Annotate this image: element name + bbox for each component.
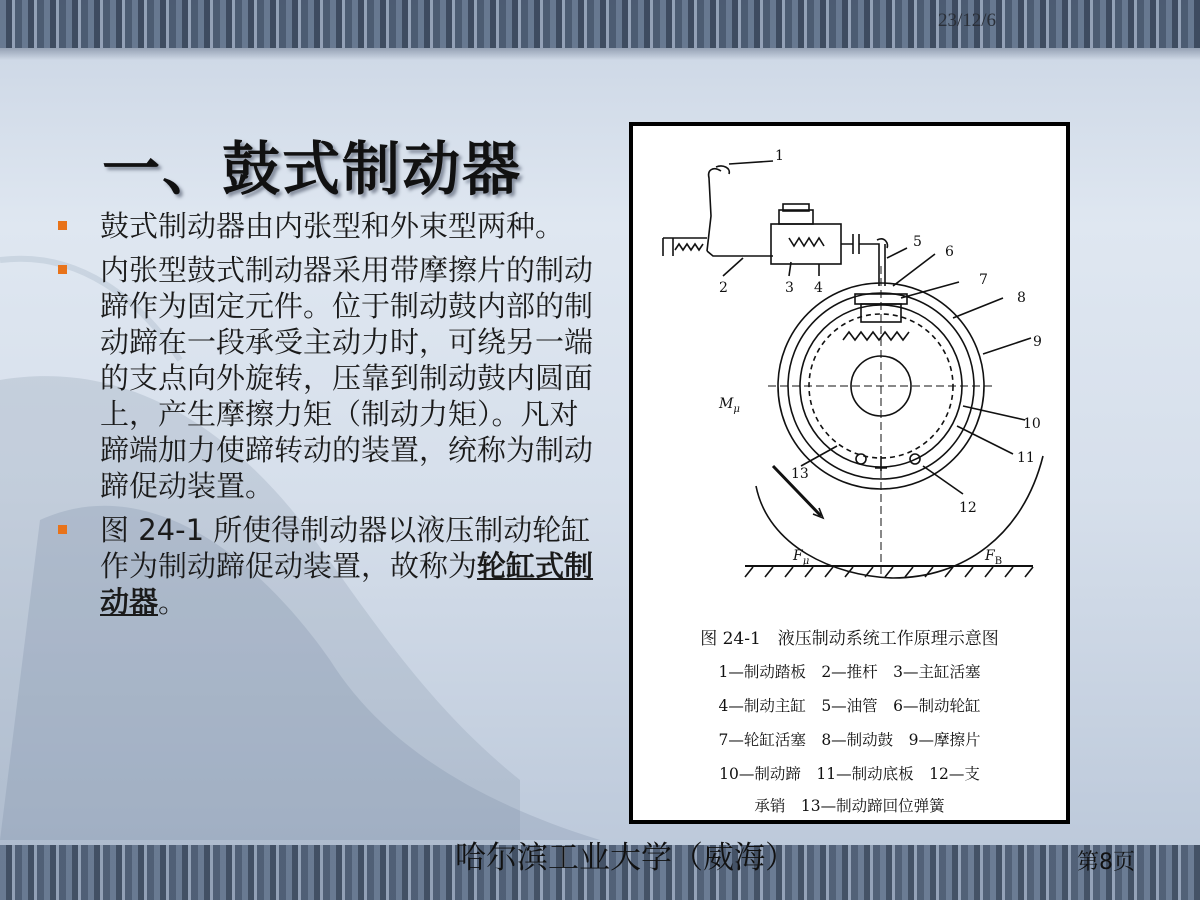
diagram-label-1: 1 — [775, 148, 784, 164]
diagram-label-5: 5 — [913, 234, 922, 250]
figure-caption-title: 图 24-1 液压制动系统工作原理示意图 — [700, 629, 999, 649]
bullet-square-icon — [58, 265, 67, 274]
bullet-suffix: 。 — [158, 585, 188, 619]
footer-school-name: 哈尔滨工业大学（威海） — [455, 840, 796, 876]
figure-caption-line: 承销 13—制动蹄回位弹簧 — [754, 797, 945, 815]
footer-page-number: 第8页 — [1077, 850, 1135, 875]
top-decor-band — [0, 0, 1200, 48]
bullet-item — [58, 208, 598, 244]
diagram-label-7: 7 — [979, 272, 988, 288]
bullet-emphasis: 轮缸式制动器 — [100, 549, 594, 619]
diagram-brake-force-symbol: $F_B$ — [985, 548, 1003, 567]
bullet-list — [58, 208, 598, 628]
diagram-label-11: 11 — [1017, 450, 1035, 466]
bullet-square-icon — [58, 221, 67, 230]
figure-caption-line: 10—制动蹄 11—制动底板 12—支 — [719, 765, 980, 783]
bullet-item — [58, 512, 598, 620]
bullet-item — [58, 252, 598, 504]
diagram-label-6: 6 — [945, 244, 954, 260]
bullet-text: 内张型鼓式制动器采用带摩擦片的制动蹄作为固定元件。位于制动鼓内部的制动蹄在一段承受主动力时，可绕另一端的支点向外旋转，压靠到制动鼓内圆面上，产生摩擦力矩（制动力矩）。凡对蹄端加力使蹄转动的装置，统称为制动蹄促动装置。 — [100, 253, 594, 503]
diagram-label-8: 8 — [1017, 290, 1026, 306]
slide-title: 一、鼓式制动器 — [102, 135, 523, 203]
diagram-label-12: 12 — [959, 500, 977, 516]
diagram-moment-symbol: $M_\mu$ — [719, 396, 740, 415]
diagram-label-9: 9 — [1033, 334, 1042, 350]
diagram-label-13: 13 — [791, 466, 809, 482]
bullet-square-icon — [58, 525, 67, 534]
figure-caption-line: 7—轮缸活塞 8—制动鼓 9—摩擦片 — [718, 731, 981, 749]
diagram-friction-force-symbol: $F_\mu$ — [793, 548, 810, 567]
diagram-label-10: 10 — [1023, 416, 1041, 432]
diagram-label-4: 4 — [814, 280, 823, 296]
diagram-label-2: 2 — [719, 280, 728, 296]
bullet-text: 图 24-1 所使得制动器以液压制动轮缸作为制动蹄促动装置，故称为 — [100, 513, 591, 583]
figure-caption-line: 1—制动踏板 2—推杆 3—主缸活塞 — [718, 663, 981, 681]
bullet-text: 鼓式制动器由内张型和外束型两种。 — [100, 209, 565, 243]
figure-caption-line: 4—制动主缸 5—油管 6—制动轮缸 — [718, 697, 981, 715]
figure-24-1 — [629, 122, 1070, 824]
diagram-label-3: 3 — [785, 280, 794, 296]
slide-date: 23/12/6 — [938, 10, 997, 31]
